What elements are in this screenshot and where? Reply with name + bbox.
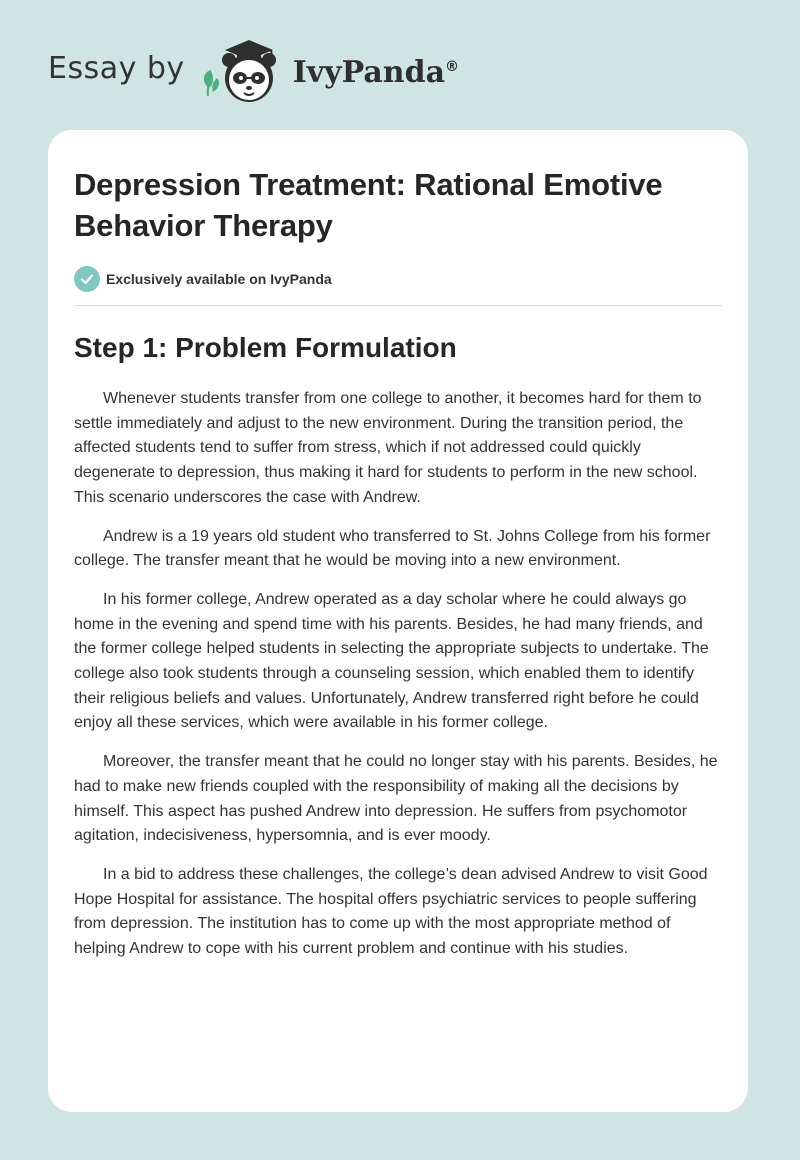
check-icon <box>74 266 100 292</box>
divider <box>74 305 722 306</box>
panda-logo-icon <box>199 36 289 106</box>
paragraph: In a bid to address these challenges, the college’s dean advised Andrew to visit Good Hope Hospital for assistance. The hospital offers psychiatric services to people suffering from depression. The institution has to come up with the most appropriate method of helping Andrew to cope with his current problem and continue with his studies. <box>74 865 708 958</box>
paragraph: Moreover, the transfer meant that he could no longer stay with his parents. Besides, he had to make new friends coupled with the responsibility of making all the decisions by himself. This aspect has pushed Andrew into depression. He suffers from psychomotor agitation, indecisiveness, hypersomnia, and is ever moody. <box>74 753 718 845</box>
article-title: Depression Treatment: Rational Emotive Behavior Therapy <box>74 167 663 243</box>
logo-brand-name: IvyPanda® <box>292 54 460 90</box>
site-logo[interactable] <box>48 36 459 106</box>
article-card <box>48 130 748 1112</box>
paragraph: In his former college, Andrew operated as a day scholar where he could always go home in the evening and spend time with his parents. Besides, he had many friends, and the former college helped students in selecting the appropriate subjects to undertake. The college also took students through a counseling session, which enabled them to identify their religious beliefs and values. Unfortunately, Andrew transferred right before he could enjoy all these services, which were available in his former college. <box>74 590 709 732</box>
exclusive-badge <box>74 266 722 292</box>
article-body <box>74 387 722 962</box>
badge-label: Exclusively available on IvyPanda <box>106 271 332 287</box>
section-heading: Step 1: Problem Formulation <box>74 332 457 363</box>
logo-prefix: Essay by <box>48 50 185 86</box>
registered-mark: ® <box>445 58 460 75</box>
paragraph: Whenever students transfer from one college to another, it becomes hard for them to settle immediately and adjust to the new environment. During the transition period, the affected students tend to suffer from stress, which if not addressed could quickly degenerate to depression, thus making it hard for students to perform in the new school. This scenario underscores the case with Andrew. <box>74 390 702 506</box>
paragraph: Andrew is a 19 years old student who transferred to St. Johns College from his former college. The transfer meant that he would be moving into a new environment. <box>74 527 711 570</box>
